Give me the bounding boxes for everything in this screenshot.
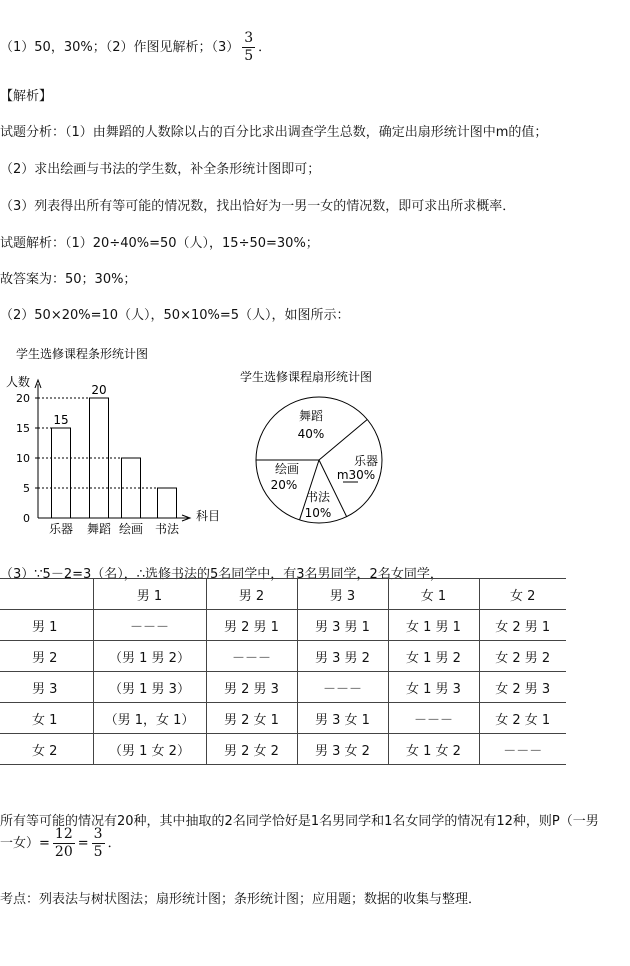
x-tick-label: 舞蹈 — [86, 522, 112, 536]
conclusion-prefix: 一女）= — [0, 836, 50, 851]
table-cell: －－－ — [297, 672, 388, 703]
bar-value-label: 15 — [53, 413, 69, 427]
y-tick-label: 10 — [16, 452, 30, 465]
pie-slice-percent: 40% — [297, 427, 325, 441]
part3-intro: （3）∵5－2=3（名），∴选修书法的5名同学中，有3名男同学，2名女同学， — [0, 567, 443, 582]
answer-tail: ． — [258, 40, 272, 55]
fraction-denominator: 5 — [244, 48, 254, 64]
table-cell: 男 2 女 2 — [206, 734, 297, 765]
table-cell: 女 2 男 2 — [479, 641, 566, 672]
table-cell: （男 1 男 2） — [93, 641, 206, 672]
table-row — [0, 703, 566, 734]
y-tick-label: 20 — [16, 392, 30, 405]
y-tick-label: 0 — [23, 512, 30, 525]
table-header-cell: 男 2 — [206, 579, 297, 610]
table-cell: 女 1 男 3 — [388, 672, 479, 703]
bar-chart-title: 学生选修课程条形统计图 — [16, 347, 149, 361]
table-row-header: 男 3 — [0, 672, 93, 703]
table-cell: （男 1 男 3） — [93, 672, 206, 703]
pie-chart — [240, 362, 410, 527]
probability-fraction — [53, 826, 75, 861]
answer-text: （1）50，30%；（2）作图见解析；（3） — [0, 40, 240, 55]
pie-slice-label: 乐器 — [353, 454, 379, 468]
table-cell: 男 3 女 1 — [297, 703, 388, 734]
analysis-heading: 【解析】 — [0, 89, 53, 104]
bar-4 — [158, 488, 177, 518]
x-tick-label: 绘画 — [118, 522, 144, 536]
kaodian-line: 考点：列表法与树状图法；扇形统计图；条形统计图；应用题；数据的收集与整理． — [0, 892, 482, 907]
pie-slice-label: 绘画 — [274, 462, 300, 476]
table-row — [0, 641, 566, 672]
pie-slice-percent: 10% — [304, 506, 332, 520]
x-tick-label: 书法 — [154, 522, 180, 536]
analysis-line-3: （3）列表得出所有等可能的情况数，找出恰好为一男一女的情况数，即可求出所求概率． — [0, 199, 516, 214]
table-cell: 男 2 男 3 — [206, 672, 297, 703]
table-header-cell: 女 1 — [388, 579, 479, 610]
x-tick-label: 乐器 — [48, 522, 74, 536]
pie-chart-title: 学生选修课程扇形统计图 — [240, 370, 373, 384]
bar-value-label: 20 — [91, 383, 107, 397]
fraction-numerator: 12 — [54, 826, 73, 842]
fraction-numerator: 3 — [244, 30, 254, 46]
table-cell: －－－ — [388, 703, 479, 734]
table-header-cell — [0, 579, 93, 610]
fraction-denominator: 5 — [93, 844, 103, 860]
table-row-header: 女 1 — [0, 703, 93, 734]
y-tick-label: 5 — [23, 482, 30, 495]
table-header-row — [0, 579, 566, 610]
table-cell: 男 2 女 1 — [206, 703, 297, 734]
bar-chart-xlabel: 科目 — [196, 509, 221, 523]
table-cell: 女 1 男 2 — [388, 641, 479, 672]
fraction-numerator: 3 — [93, 826, 103, 842]
table-header-cell: 男 3 — [297, 579, 388, 610]
table-cell: 女 2 男 3 — [479, 672, 566, 703]
table-row — [0, 672, 566, 703]
table-cell: 女 1 女 2 — [388, 734, 479, 765]
table-cell: 女 1 男 1 — [388, 610, 479, 641]
table-cell: （男 1，女 1） — [93, 703, 206, 734]
solution-line-1: 试题解析：（1）20÷40%=50（人），15÷50=30%； — [0, 236, 319, 251]
table-row-header: 男 1 — [0, 610, 93, 641]
pie-slice-percent: 20% — [270, 478, 298, 492]
pie-slice-label: 书法 — [305, 490, 331, 504]
answer-line — [0, 30, 271, 65]
bar-1 — [52, 428, 71, 518]
table-header-cell: 女 2 — [479, 579, 566, 610]
answer-fraction — [242, 30, 255, 65]
table-cell: －－－ — [93, 610, 206, 641]
pie-slice-percent: m30% — [336, 468, 376, 482]
table-cell: －－－ — [206, 641, 297, 672]
conclusion-tail: ． — [107, 836, 121, 851]
y-tick-label: 15 — [16, 422, 30, 435]
table-row-header: 男 2 — [0, 641, 93, 672]
equals-sign: = — [77, 836, 89, 851]
table-cell: （男 1 女 2） — [93, 734, 206, 765]
table-row — [0, 610, 566, 641]
conclusion-line-1: 所有等可能的情况有20种，其中抽取的2名同学恰好是1名男同学和1名女同学的情况有12种，则P（一男 — [0, 814, 599, 829]
table-row — [0, 734, 566, 765]
table-cell: 男 3 女 2 — [297, 734, 388, 765]
fraction-denominator: 20 — [54, 844, 73, 860]
solution-line-3: （2）50×20%=10（人），50×10%=5（人），如图所示： — [0, 308, 350, 323]
analysis-line-1: 试题分析：（1）由舞蹈的人数除以占的百分比求出调查学生总数，确定出扇形统计图中m的值； — [0, 125, 548, 140]
table-cell: －－－ — [479, 734, 566, 765]
bar-chart — [0, 340, 240, 545]
table-cell: 女 2 男 1 — [479, 610, 566, 641]
bar-chart-ylabel: 人数 — [6, 375, 31, 389]
table-header-cell: 男 1 — [93, 579, 206, 610]
table-row-header: 女 2 — [0, 734, 93, 765]
solution-line-2: 故答案为：50；30%； — [0, 272, 137, 287]
pie-slice-label: 舞蹈 — [298, 409, 324, 423]
table-cell: 男 3 男 2 — [297, 641, 388, 672]
table-cell: 女 2 女 1 — [479, 703, 566, 734]
analysis-line-2: （2）求出绘画与书法的学生数，补全条形统计图即可； — [0, 162, 321, 177]
cases-table — [0, 578, 566, 765]
conclusion-line-2 — [0, 826, 121, 861]
result-fraction — [92, 826, 105, 861]
table-cell: 男 3 男 1 — [297, 610, 388, 641]
table-cell: 男 2 男 1 — [206, 610, 297, 641]
